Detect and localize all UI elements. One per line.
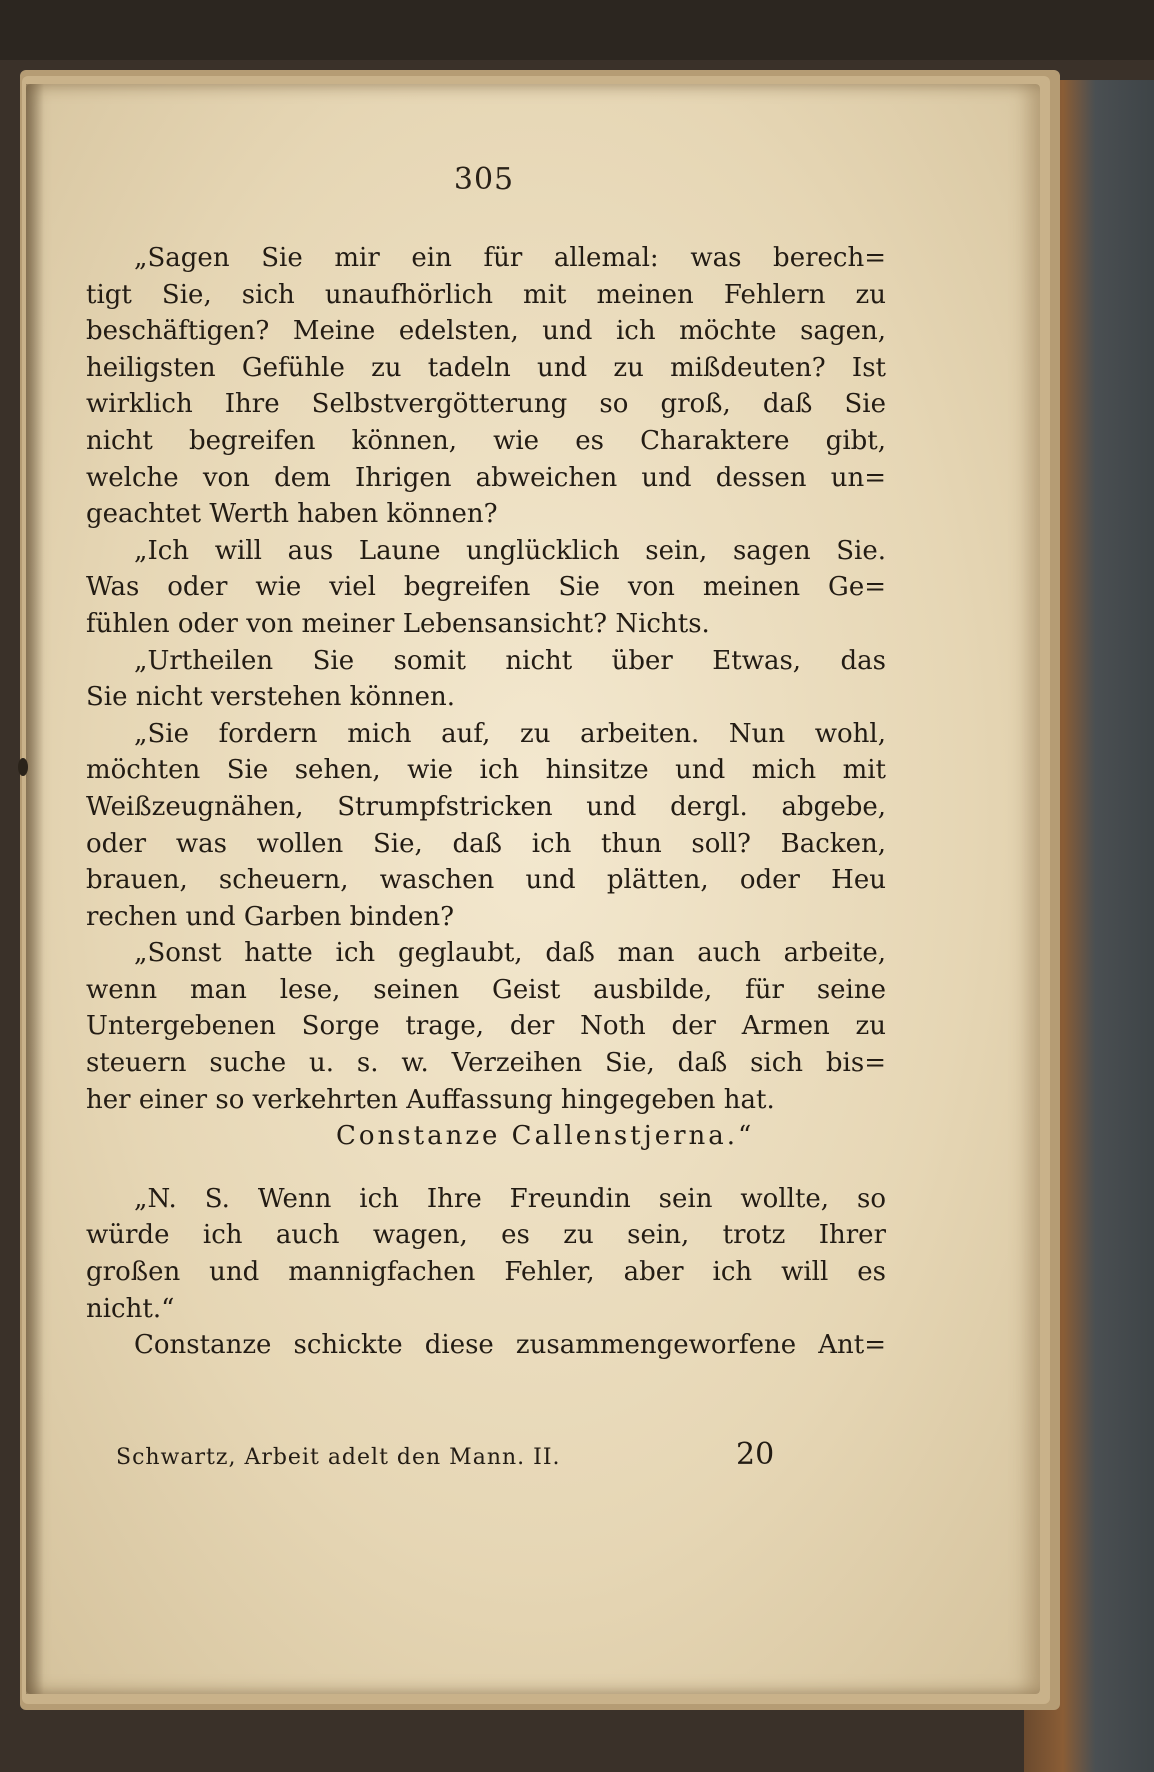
text-line: heiligsten Gefühle zu tadeln und zu mißdeuten? Ist bbox=[86, 352, 886, 383]
text-line: her einer so verkehrten Auffassung hingegeben hat. bbox=[86, 1084, 775, 1115]
text-line: möchten Sie sehen, wie ich hinsitze und mich mit bbox=[86, 755, 886, 786]
text-line: beschäftigen? Meine edelsten, und ich möchte sagen, bbox=[86, 316, 886, 347]
body-text bbox=[86, 240, 886, 1364]
text-line: würde ich auch wagen, es zu sein, trotz Ihrer bbox=[86, 1220, 886, 1251]
page-number: 305 bbox=[453, 162, 515, 197]
text-line: Sie nicht verstehen können. bbox=[86, 682, 455, 713]
text-line: Weißzeugnähen, Strumpfstricken und dergl. abgebe, bbox=[86, 791, 886, 822]
text-line: Untergebenen Sorge trage, der Noth der Armen zu bbox=[86, 1011, 886, 1042]
ink-mark bbox=[18, 758, 28, 776]
paragraph-gap bbox=[86, 1155, 886, 1181]
text-line: geachtet Werth haben können? bbox=[86, 499, 498, 530]
text-line: „Sie fordern mich auf, zu arbeiten. Nun wohl, bbox=[134, 718, 886, 749]
text-line: großen und mannigfachen Fehler, aber ich will es bbox=[86, 1257, 886, 1288]
page-gutter-shadow bbox=[26, 84, 44, 1694]
text-line: nicht begreifen können, wie es Charaktere gibt, bbox=[86, 425, 886, 456]
text-line: rechen und Garben binden? bbox=[86, 901, 455, 932]
text-line: wenn man lese, seinen Geist ausbilde, für seine bbox=[86, 974, 886, 1005]
page-footer bbox=[116, 1437, 816, 1477]
text-line: steuern suche u. s. w. Verzeihen Sie, daß sich bis= bbox=[86, 1048, 886, 1079]
text-line: „Sonst hatte ich geglaubt, daß man auch arbeite, bbox=[134, 938, 886, 969]
text-line: Constanze Callenstjerna.“ bbox=[336, 1121, 755, 1152]
text-line: „Sagen Sie mir ein für allemal: was berech= bbox=[134, 243, 886, 273]
text-line: „Urtheilen Sie somit nicht über Etwas, das bbox=[134, 645, 886, 676]
text-line: „Ich will aus Laune unglücklich sein, sagen Sie. bbox=[134, 535, 886, 566]
text-line: fühlen oder von meiner Lebensansicht? Nichts. bbox=[86, 608, 710, 639]
text-line: nicht.“ bbox=[86, 1293, 175, 1324]
text-line: brauen, scheuern, waschen und plätten, oder Heu bbox=[86, 865, 886, 896]
footer-signature: Schwartz, Arbeit adelt den Mann. II. bbox=[116, 1445, 561, 1470]
text-line: „N. S. Wenn ich Ihre Freundin sein wollte, so bbox=[134, 1183, 886, 1214]
text-line: oder was wollen Sie, daß ich thun soll? Backen, bbox=[86, 828, 886, 859]
text-line: Was oder wie viel begreifen Sie von meinen Ge= bbox=[86, 572, 886, 603]
text-line: Constanze schickte diese zusammengeworfene Ant= bbox=[134, 1330, 886, 1361]
text-line: tigt Sie, sich unaufhörlich mit meinen Fehlern zu bbox=[86, 279, 886, 310]
text-line: wirklich Ihre Selbstvergötterung so groß, daß Sie bbox=[86, 389, 886, 420]
text-line: welche von dem Ihrigen abweichen und dessen un= bbox=[86, 462, 886, 493]
sheet-number: 20 bbox=[736, 1437, 775, 1472]
